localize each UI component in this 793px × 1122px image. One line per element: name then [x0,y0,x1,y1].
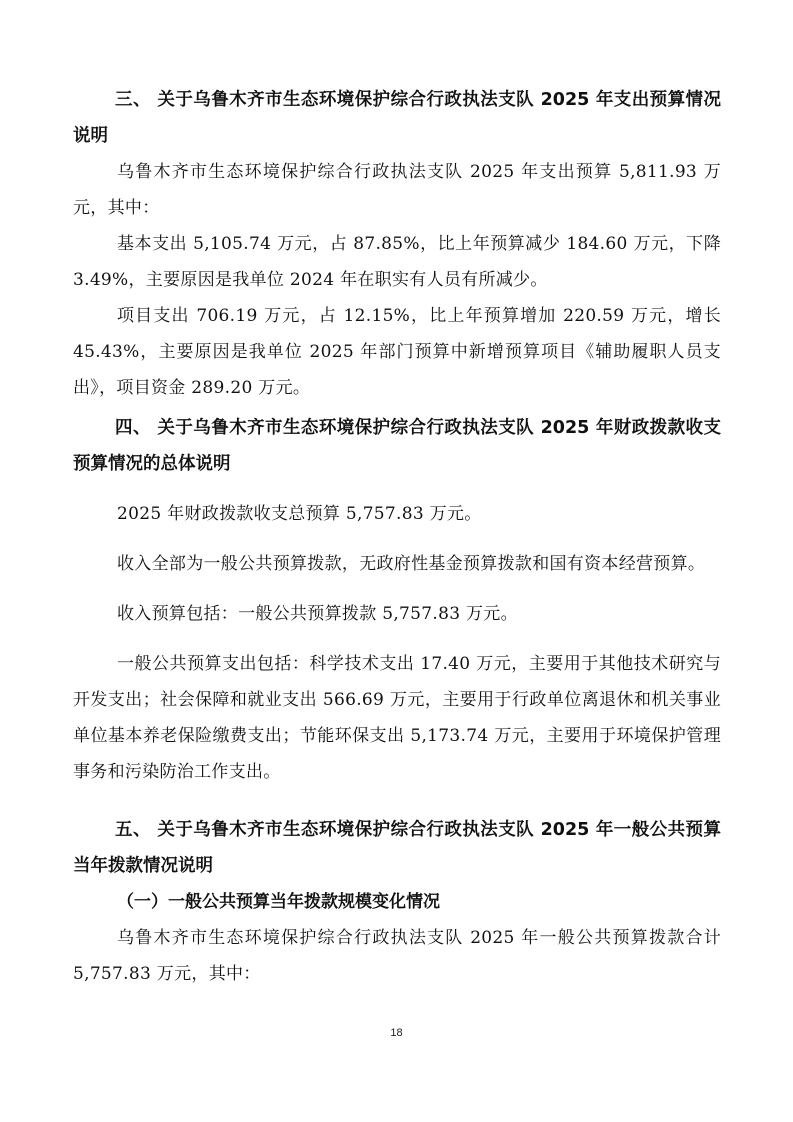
section-4-paragraph-2: 收入全部为一般公共预算拨款，无政府性基金预算拨款和国有资本经营预算。 [117,554,706,574]
page-number: 18 [390,1027,403,1039]
section-5-subheading: （一）一般公共预算当年拨款规模变化情况 [117,892,440,912]
section-5-paragraph-1: 乌鲁木齐市生态环境保护综合行政执法支队 2025 年一般公共预算拨款合计 5,757.83 万元，其中： [73,928,721,984]
section-3-paragraph-1: 乌鲁木齐市生态环境保护综合行政执法支队 2025 年支出预算 5,811.93 万元，其中： [73,162,721,218]
section-3-paragraph-3: 项目支出 706.19 万元，占 12.15%，比上年预算增加 220.59 万元，增长 45.43%，主要原因是我单位 2025 年部门预算中新增预算项目《辅助履职人员支出》，项目资金 289.20 万元。 [73,306,721,398]
section-4-paragraph-1: 2025 年财政拨款收支总预算 5,757.83 万元。 [117,504,482,524]
section-4-paragraph-4: 一般公共预算支出包括：科学技术支出 17.40 万元，主要用于其他技术研究与开发支出；社会保障和就业支出 566.69 万元，主要用于行政单位离退休和机关事业单位基本养老保险缴费支出；节能环保支出 5,173.74 万元，主要用于环境保护管理事务和污染防治工作支出。 [73,654,721,782]
section-4-paragraph-3: 收入预算包括：一般公共预算拨款 5,757.83 万元。 [117,604,518,624]
section-3-paragraph-2: 基本支出 5,105.74 万元，占 87.85%，比上年预算减少 184.60 万元，下降 3.49%，主要原因是我单位 2024 年在职实有人员有所减少。 [73,234,721,290]
section-5-heading: 五、 关于乌鲁木齐市生态环境保护综合行政执法支队 2025 年一般公共预算当年拨款情况说明 [73,820,721,876]
section-4-heading: 四、 关于乌鲁木齐市生态环境保护综合行政执法支队 2025 年财政拨款收支预算情况的总体说明 [73,418,721,474]
section-3-heading: 三、 关于乌鲁木齐市生态环境保护综合行政执法支队 2025 年支出预算情况说明 [73,90,721,146]
page-content [73,82,721,992]
